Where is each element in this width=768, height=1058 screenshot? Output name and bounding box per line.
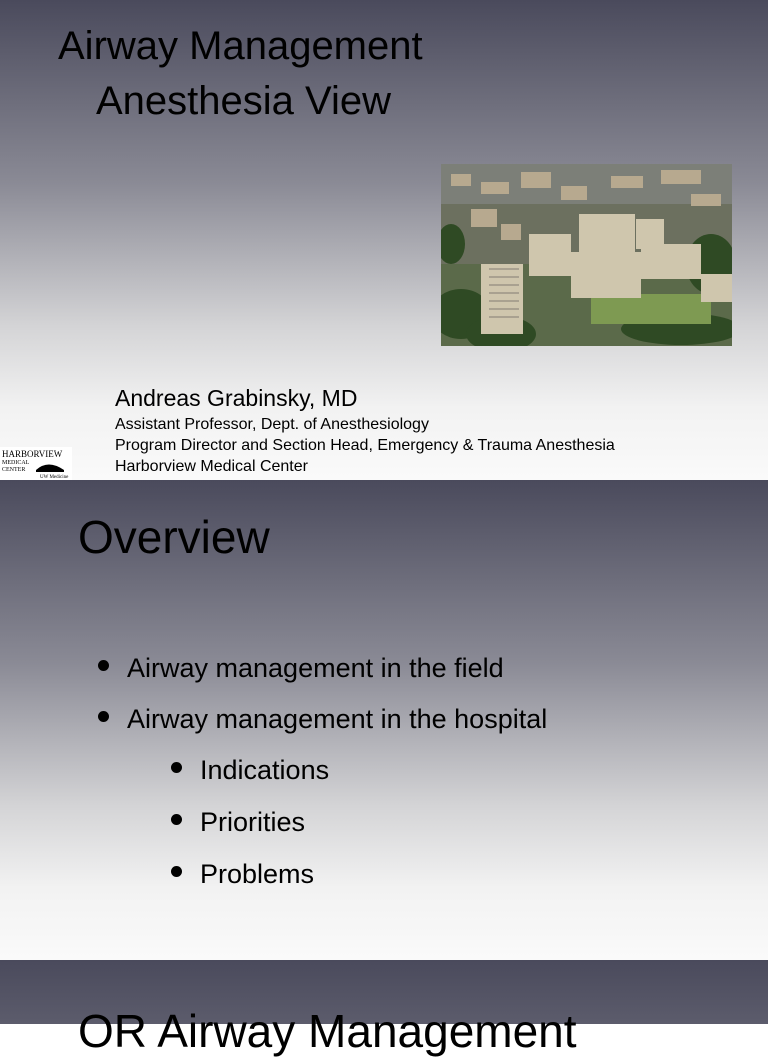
bullet-item: Airway management in the field	[127, 653, 504, 684]
affiliation-line: Harborview Medical Center	[115, 458, 308, 475]
affiliation-line: Program Director and Section Head, Emergency & Trauma Anesthesia	[115, 437, 615, 454]
bullet-icon	[98, 711, 109, 722]
slide-title-line2: Anesthesia View	[96, 79, 391, 123]
sub-bullet-item: Priorities	[200, 807, 305, 838]
bullet-icon	[171, 866, 182, 877]
bullet-icon	[98, 660, 109, 671]
sub-bullet-item: Indications	[200, 755, 329, 786]
bullet-item: Airway management in the hospital	[127, 704, 547, 735]
logo-text: UW Medicine	[40, 475, 69, 480]
sub-bullet-item: Problems	[200, 859, 314, 890]
bullet-icon	[171, 814, 182, 825]
affiliation-line: Assistant Professor, Dept. of Anesthesiology	[115, 416, 429, 433]
slide-title: Overview	[78, 511, 270, 563]
bullet-icon	[171, 762, 182, 773]
logo-text: MEDICAL	[2, 460, 30, 466]
slide-title: OR Airway Management	[78, 1005, 577, 1057]
logo-text: CENTER	[2, 467, 26, 473]
logo-text: HARBORVIEW	[2, 449, 63, 459]
hospital-aerial-photo	[441, 164, 732, 346]
slide-title-line1: Airway Management	[58, 24, 423, 68]
harborview-logo	[0, 447, 72, 480]
title-slide	[0, 0, 768, 480]
presenter-name: Andreas Grabinsky, MD	[115, 385, 358, 411]
